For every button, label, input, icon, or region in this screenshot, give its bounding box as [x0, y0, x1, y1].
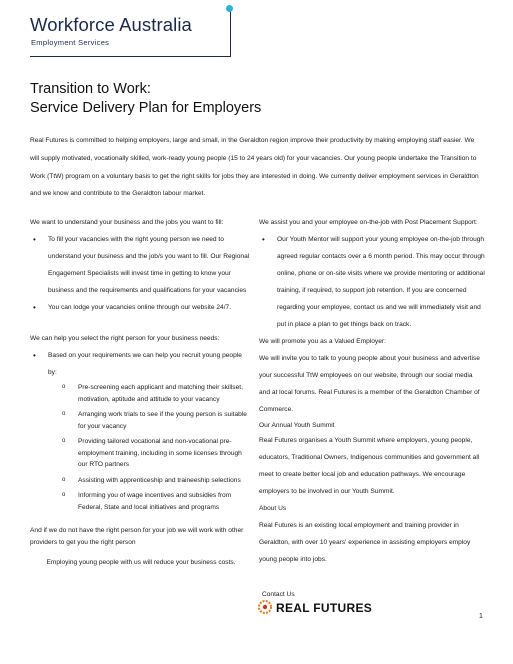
select-list [30, 347, 252, 513]
real-futures-logo-text: REAL FUTURES [276, 601, 373, 615]
left-column [30, 214, 252, 569]
select-sublist [48, 382, 252, 513]
logo-dot [226, 5, 233, 12]
list-item: • To fill your vacancies with the right young person we need to understand your business and the job/s you want to fill. Our Regional Engagement Specialists will invest time in getting to know your business and the requirements and qualifications for your vacancies [30, 231, 252, 299]
summit-text: Real Futures organises a Youth Summit where employers, young people, educators, Traditional Owners, Indigenous communities and government all meet to create better local job and education pathways. We encourage employers to be involved in our Youth Summit. [259, 437, 480, 495]
logo-main-text: Workforce Australia [30, 14, 192, 35]
assist-list [259, 231, 485, 333]
title-line-1: Transition to Work: [30, 81, 151, 97]
sub-list-item: o Arranging work trials to see if the young person is suitable for your vacancy [48, 409, 252, 432]
real-futures-logo [258, 600, 378, 616]
promote-heading: We will promote you as a Valued Employer: [259, 338, 386, 345]
about-heading: About Us [259, 505, 287, 512]
sub-list-item: o Assisting with apprenticeship and traineeship selections [48, 475, 252, 487]
list-item: • You can lodge your vacancies online through our website 24/7. [30, 299, 252, 316]
promote-text: We will invite you to talk to young people about your business and advertise your successful TtW employees on our website, through our social media and at local forums. Real Futures is a member of the Geraldton Chamber of Commerce. [259, 355, 480, 413]
sub-list-item: o Pre-screening each applicant and matching their skillset, motivation, aptitude and attitude to your vacancy [48, 382, 252, 405]
select-bullet-text: Based on your requirements we can help you recruit young people by: [48, 352, 242, 376]
contact-us-label: Contact Us [262, 591, 295, 598]
about-text: Real Futures is an existing local employment and training provider in Geraldton, with over 10 years' experience in assisting employers employ young people into jobs. [259, 522, 471, 563]
select-heading: We can help you select the right person for your business needs: [30, 335, 220, 342]
sub-list-item: o Informing you of wage incentives and subsidies from Federal, State and local initiatives and programs [48, 490, 252, 513]
list-item [30, 347, 252, 513]
assist-heading: We assist you and your employee on-the-job with Post Placement Support: [259, 219, 478, 226]
understand-list [30, 231, 252, 316]
list-item: • Our Youth Mentor will support your young employee on-the-job through agreed regular contacts over a 6 month period. This may occur through online, phone or on-site visits where we provide mentoring or additional training, if required, to support job retention. If you are concerned regarding your employee, contact us and we will immediately visit and put in place a plan to get things back on track. [259, 231, 485, 333]
other-providers-text: And if we do not have the right person for your job we will work with other providers to get you the right person [30, 527, 244, 546]
reduce-costs-text: Employing young people with us will reduce your business costs. [46, 559, 236, 566]
summit-heading: Our Annual Youth Summit [259, 422, 335, 429]
logo-sub-text: Employment Services [31, 38, 110, 47]
title-line-2: Service Delivery Plan for Employers [30, 100, 262, 116]
right-column [259, 214, 485, 568]
understand-heading: We want to understand your business and the jobs you want to fill: [30, 219, 224, 226]
real-futures-mark-icon [258, 600, 272, 614]
page-number: 1 [479, 613, 483, 620]
intro-paragraph: Real Futures is committed to helping employers, large and small, in the Geraldton region improve their productivity by making employing staff easier. We will supply motivated, vocationally skilled, work-ready young people (15 to 24 years old) for your vacancies. Our young people undertake the Transition to Work (TtW) program on a voluntary basis to get the right skills for jobs they are interested in doing. We currently deliver employment services in Geraldton and we know and contribute to the Geraldton labour market. [30, 137, 479, 198]
page-title [30, 80, 261, 118]
sub-list-item: o Providing tailored vocational and non-vocational pre-employment training, including in some licenses through our RTO partners [48, 436, 252, 471]
